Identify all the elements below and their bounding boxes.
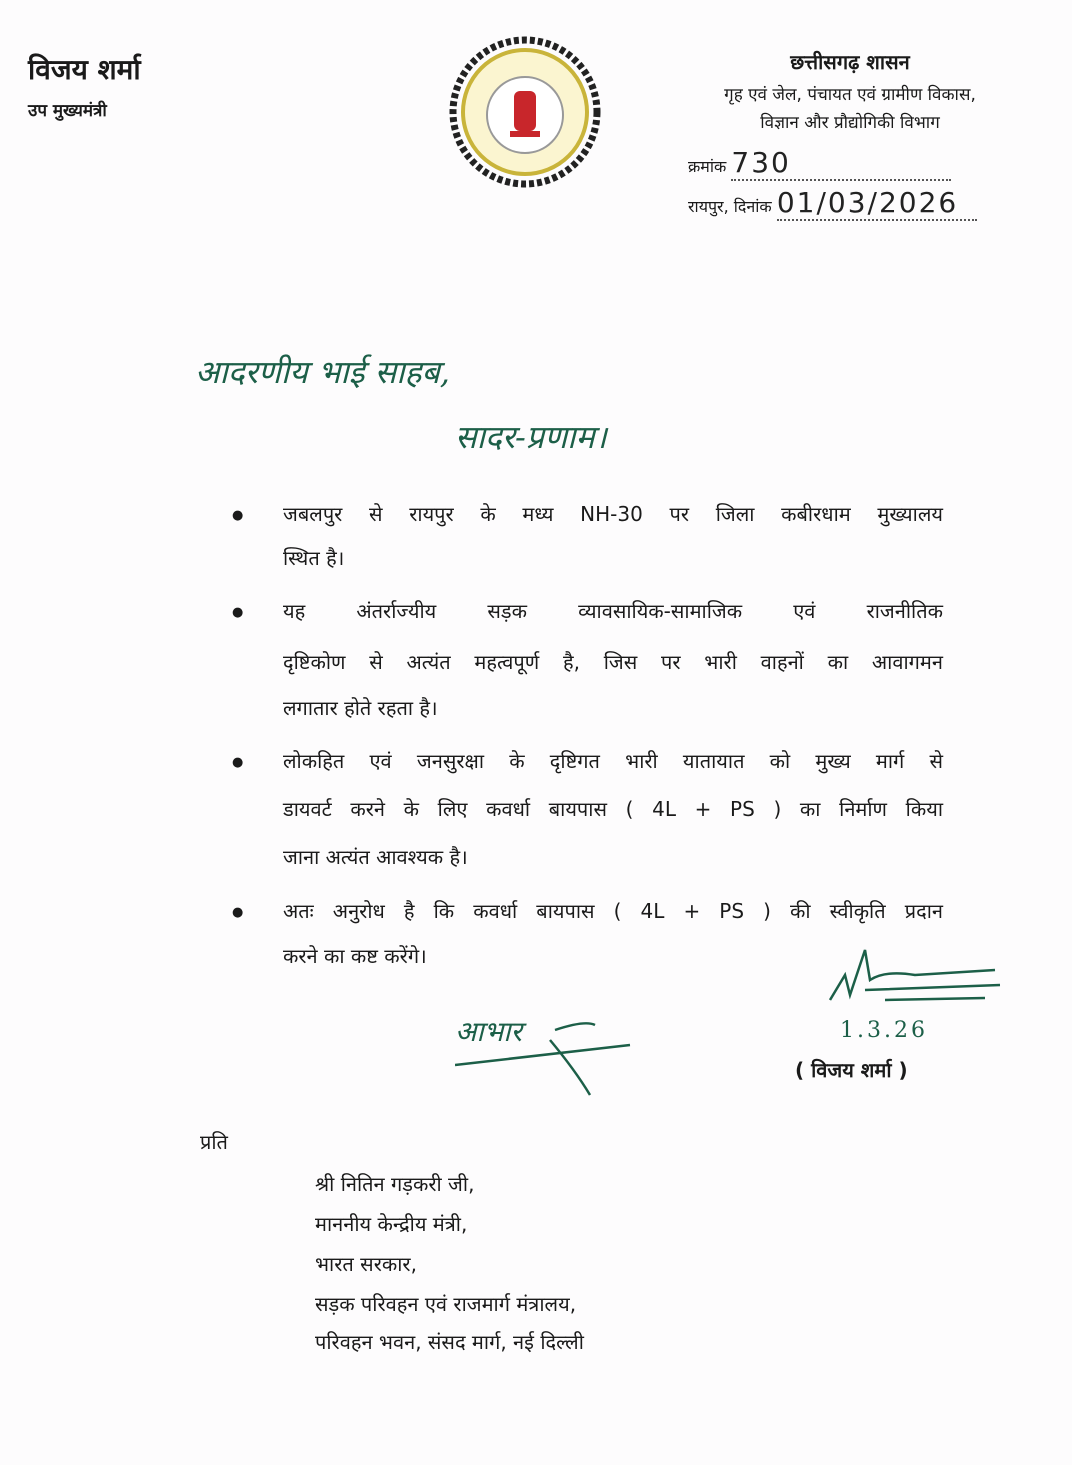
recipient-address-line: माननीय केन्द्रीय मंत्री, <box>315 1212 468 1236</box>
bullet-line: लोकहित एवं जनसुरक्षा के दृष्टिगत भारी यातायात को मुख्य मार्ग से <box>283 749 943 773</box>
recipient-address-line: सड़क परिवहन एवं राजमार्ग मंत्रालय, <box>315 1292 577 1316</box>
department-line-1: गृह एवं जेल, पंचायत एवं ग्रामीण विकास, <box>724 85 976 105</box>
state-emblem-logo <box>448 35 603 194</box>
bullet-icon: ● <box>232 905 244 920</box>
sender-name: विजय शर्मा <box>28 53 141 86</box>
date-value: 01/03/2026 <box>777 186 977 221</box>
bullet-line: जाना अत्यंत आवश्यक है। <box>283 845 468 869</box>
regards: सादर-प्रणाम। <box>455 418 607 456</box>
bullet-line: लगातार होते रहता है। <box>283 696 438 720</box>
recipient-label: प्रति <box>200 1130 228 1154</box>
reference-number <box>688 146 951 181</box>
bullet-line: यह अंतर्राज्यीय सड़क व्यावसायिक-सामाजिक एवं राजनीतिक <box>283 599 943 623</box>
bullet-line: करने का कष्ट करेंगे। <box>283 944 427 968</box>
ref-label: क्रमांक <box>688 157 727 176</box>
thanks-strokes <box>455 1010 635 1104</box>
bullet-line: जबलपुर से रायपुर के मध्य NH-30 पर जिला कबीरधाम मुख्यालय <box>283 502 943 526</box>
bullet-icon: ● <box>232 755 244 770</box>
recipient-address-line: परिवहन भवन, संसद मार्ग, नई दिल्ली <box>315 1330 584 1354</box>
bullet-icon: ● <box>232 605 244 620</box>
bullet-line: स्थित है। <box>283 546 345 570</box>
signature-date: 1.3.26 <box>840 1018 928 1043</box>
recipient-address-line: भारत सरकार, <box>315 1252 417 1276</box>
bullet-line: दृष्टिकोण से अत्यंत महत्वपूर्ण है, जिस पर भारी वाहनों का आवागमन <box>283 650 943 674</box>
letter-date <box>688 186 977 221</box>
signature <box>825 940 1005 1024</box>
govt-name: छत्तीसगढ़ शासन <box>790 50 910 74</box>
salutation: आदरणीय भाई साहब, <box>195 353 450 391</box>
ref-value: 730 <box>731 146 951 181</box>
signatory-name: ( विजय शर्मा ) <box>795 1058 908 1082</box>
date-label: रायपुर, दिनांक <box>688 197 772 216</box>
thanks-handwritten: आभार <box>455 1015 523 1048</box>
sender-designation: उप मुख्यमंत्री <box>28 101 107 121</box>
bullet-line: अतः अनुरोध है कि कवर्धा बायपास ( 4L + PS ) की स्वीकृति प्रदान <box>283 899 943 923</box>
department-line-2: विज्ञान और प्रौद्योगिकी विभाग <box>760 113 940 133</box>
bullet-icon: ● <box>232 508 244 523</box>
bullet-line: डायवर्ट करने के लिए कवर्धा बायपास ( 4L + PS ) का निर्माण किया <box>283 797 943 821</box>
recipient-address-line: श्री नितिन गड़करी जी, <box>315 1172 475 1196</box>
